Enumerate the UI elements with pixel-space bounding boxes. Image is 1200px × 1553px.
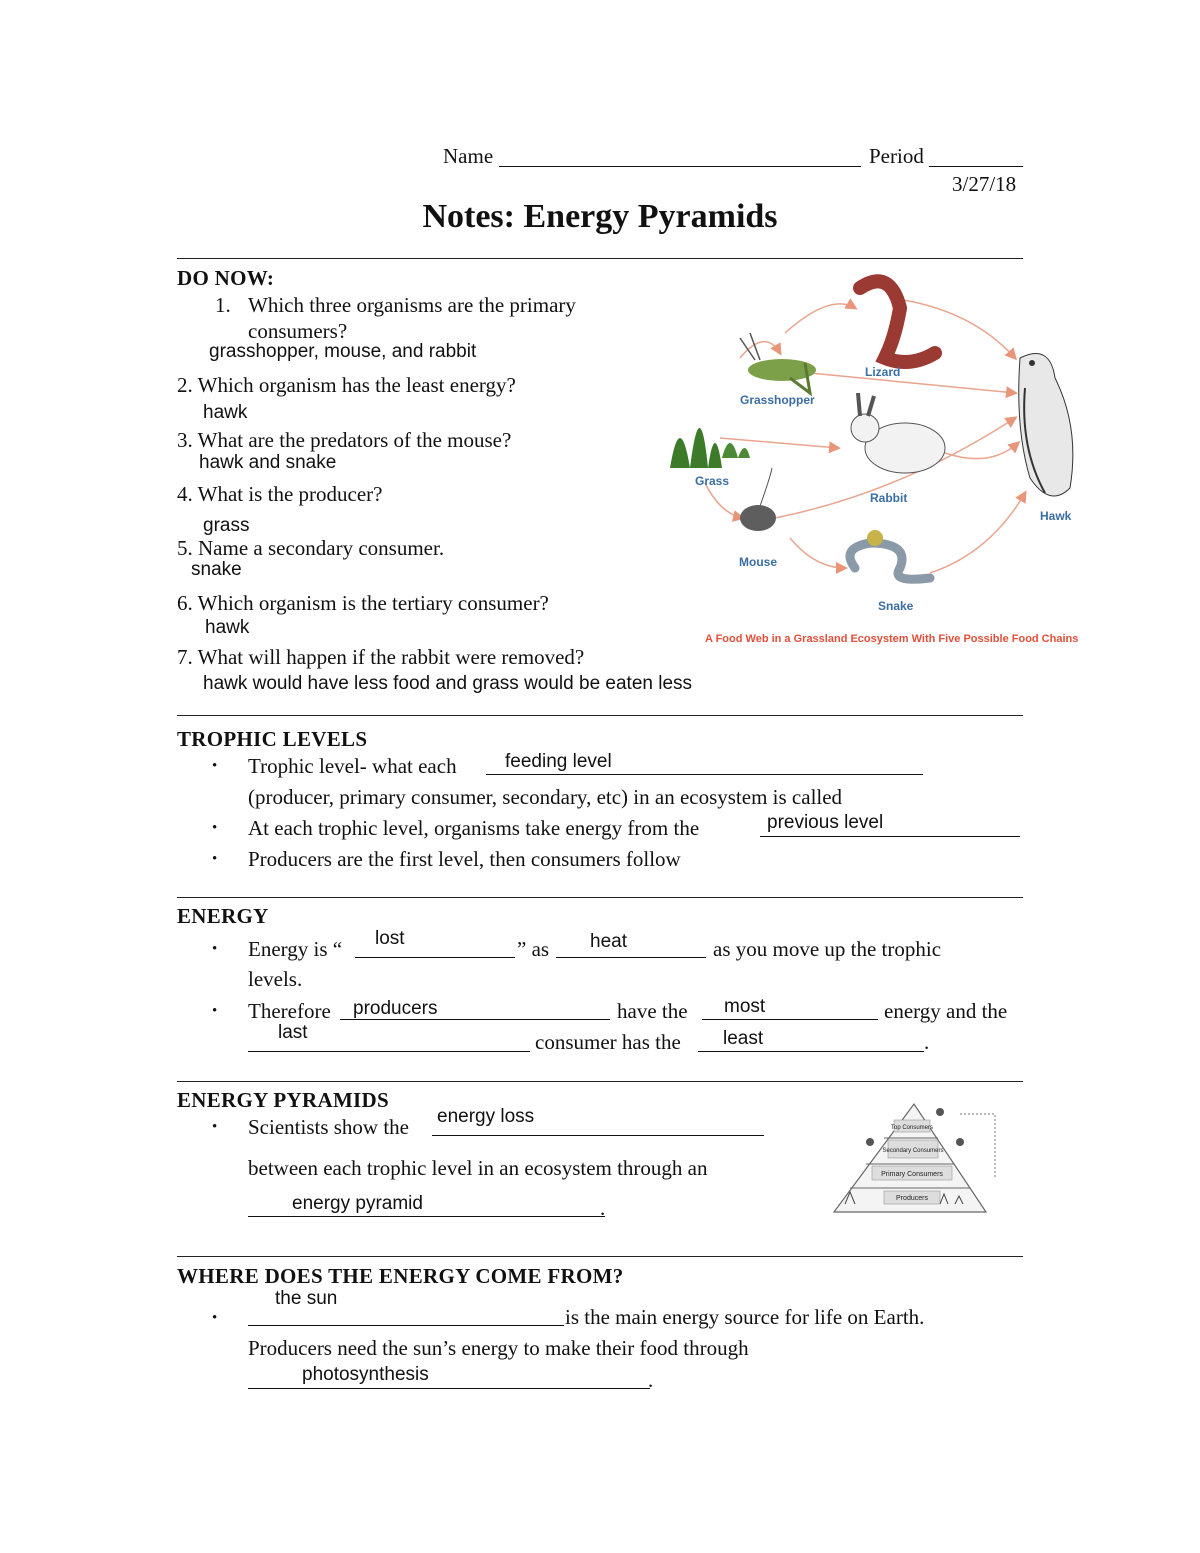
- date: 3/27/18: [952, 172, 1017, 196]
- trophic-heading: TROPHIC LEVELS: [177, 727, 368, 751]
- energy-b2-blank2[interactable]: [702, 1019, 878, 1020]
- grasshopper-icon: [740, 333, 816, 393]
- source-blank2[interactable]: [248, 1388, 650, 1389]
- trophic-b1-answer: feeding level: [505, 751, 612, 772]
- source-answer1: the sun: [275, 1288, 338, 1309]
- trophic-b2-answer: previous level: [767, 812, 884, 833]
- energy-b1-prefix: Energy is “: [248, 937, 343, 961]
- energy-pyramid-diagram: [810, 1092, 1020, 1218]
- pyramids-b1-answer: energy loss: [437, 1106, 535, 1127]
- energy-b2-blank3[interactable]: [248, 1051, 530, 1052]
- source-b1-text: is the main energy source for life on Earth.: [565, 1305, 925, 1329]
- q7-answer: hawk would have less food and grass would be eaten less: [203, 673, 693, 694]
- label-grass: Grass: [695, 474, 730, 488]
- pyramid-producers-label: Producers: [896, 1195, 928, 1202]
- source-answer2: photosynthesis: [302, 1364, 429, 1385]
- pyramids-b1-blank[interactable]: [432, 1135, 764, 1136]
- period-mark: .: [648, 1368, 654, 1392]
- period-blank[interactable]: [929, 166, 1023, 167]
- q5-text: 5. Name a secondary consumer.: [177, 536, 445, 560]
- hawk-icon: [1019, 354, 1073, 497]
- bullet-icon: •: [212, 758, 218, 774]
- label-hawk: Hawk: [1040, 509, 1072, 523]
- trophic-b1-blank[interactable]: [486, 774, 923, 775]
- q1-answer: grasshopper, mouse, and rabbit: [209, 341, 477, 362]
- divider: [177, 897, 1023, 898]
- grass-icon: [670, 428, 750, 468]
- name-blank[interactable]: [499, 166, 861, 167]
- divider: [177, 258, 1023, 259]
- pyramids-b1-text: Scientists show the: [248, 1115, 409, 1139]
- pyramids-b1-answer2: energy pyramid: [292, 1193, 423, 1214]
- snake-icon: [850, 530, 930, 579]
- energy-b2-blank4[interactable]: [698, 1051, 924, 1052]
- label-mouse: Mouse: [739, 555, 778, 569]
- q3-answer: hawk and snake: [199, 452, 337, 473]
- bullet-icon: •: [212, 1119, 218, 1135]
- food-web-caption: A Food Web in a Grassland Ecosystem With Five Possible Food Chains: [705, 633, 1079, 645]
- divider: [177, 715, 1023, 716]
- food-web-diagram: [660, 268, 1090, 653]
- trophic-b1-cont: (producer, primary consumer, secondary, etc) in an ecosystem is called: [248, 785, 843, 809]
- label-lizard: Lizard: [865, 365, 901, 379]
- label-grasshopper: Grasshopper: [740, 393, 815, 407]
- energy-b1-mid: ” as: [517, 937, 550, 961]
- bullet-icon: •: [212, 1310, 218, 1326]
- energy-b2-answer2: most: [724, 996, 766, 1017]
- q1-text-cont: consumers?: [248, 319, 348, 343]
- energy-b2-prefix: Therefore: [248, 999, 331, 1023]
- pyramids-b1-cont: between each trophic level in an ecosystem through an: [248, 1156, 708, 1180]
- q1-text: Which three organisms are the primary: [248, 293, 576, 317]
- rabbit-icon: [851, 393, 945, 473]
- pyramid-secondary-label: Secondary Consumers: [882, 1148, 944, 1154]
- q4-answer: grass: [203, 515, 250, 536]
- label-rabbit: Rabbit: [870, 491, 908, 505]
- energy-b1-answer1: lost: [375, 928, 405, 949]
- energy-b1-cont: levels.: [248, 967, 303, 991]
- label-snake: Snake: [878, 599, 914, 613]
- bullet-icon: •: [212, 820, 218, 836]
- pyramid-top-label: Top Consumers: [890, 1125, 934, 1131]
- energy-b1-blank1[interactable]: [355, 957, 515, 958]
- name-label: Name: [443, 144, 494, 168]
- mouse-icon: [740, 468, 776, 531]
- bullet-icon: •: [212, 1003, 218, 1019]
- divider: [177, 1256, 1023, 1257]
- lizard-icon: [860, 281, 935, 362]
- q3-text: 3. What are the predators of the mouse?: [177, 428, 512, 452]
- trophic-b2-blank[interactable]: [760, 836, 1020, 837]
- pyramids-b1-blank2[interactable]: [248, 1216, 605, 1217]
- source-line2: Producers need the sun’s energy to make their food through: [248, 1336, 749, 1360]
- bullet-icon: •: [212, 851, 218, 867]
- q6-answer: hawk: [205, 617, 250, 638]
- q4-text: 4. What is the producer?: [177, 482, 383, 506]
- energy-heading: ENERGY: [177, 904, 269, 928]
- divider: [177, 1081, 1023, 1082]
- period-mark: .: [924, 1030, 930, 1054]
- page-title: Notes: Energy Pyramids: [422, 198, 778, 235]
- energy-b1-blank2[interactable]: [556, 957, 706, 958]
- q1-number: 1.: [215, 293, 231, 317]
- q7-text: 7. What will happen if the rabbit were removed?: [177, 645, 585, 669]
- trophic-b2-text: At each trophic level, organisms take energy from the: [248, 816, 700, 840]
- q2-text: 2. Which organism has the least energy?: [177, 373, 516, 397]
- q2-answer: hawk: [203, 402, 248, 423]
- energy-b1-suffix: as you move up the trophic: [713, 937, 942, 961]
- period-label: Period: [869, 144, 924, 168]
- energy-b2-answer1: producers: [353, 998, 438, 1019]
- pyramid-primary-label: Primary Consumers: [881, 1171, 943, 1178]
- energy-b2-suffix: energy and the: [884, 999, 1008, 1023]
- trophic-b3-text: Producers are the first level, then consumers follow: [248, 847, 681, 871]
- energy-b2-mid2: consumer has the: [535, 1030, 681, 1054]
- source-blank1[interactable]: [248, 1325, 564, 1326]
- energy-b2-answer3: last: [278, 1022, 308, 1043]
- energy-b2-mid: have the: [617, 999, 688, 1023]
- bullet-icon: •: [212, 941, 218, 957]
- trophic-b1-text: Trophic level- what each: [248, 754, 457, 778]
- energy-b2-answer4: least: [723, 1028, 764, 1049]
- do-now-heading: DO NOW:: [177, 266, 275, 290]
- q6-text: 6. Which organism is the tertiary consumer?: [177, 591, 549, 615]
- pyramids-heading: ENERGY PYRAMIDS: [177, 1088, 389, 1112]
- source-heading: WHERE DOES THE ENERGY COME FROM?: [177, 1264, 624, 1288]
- q5-answer: snake: [191, 559, 242, 580]
- energy-b1-answer2: heat: [590, 931, 627, 952]
- period-mark: .: [600, 1196, 606, 1220]
